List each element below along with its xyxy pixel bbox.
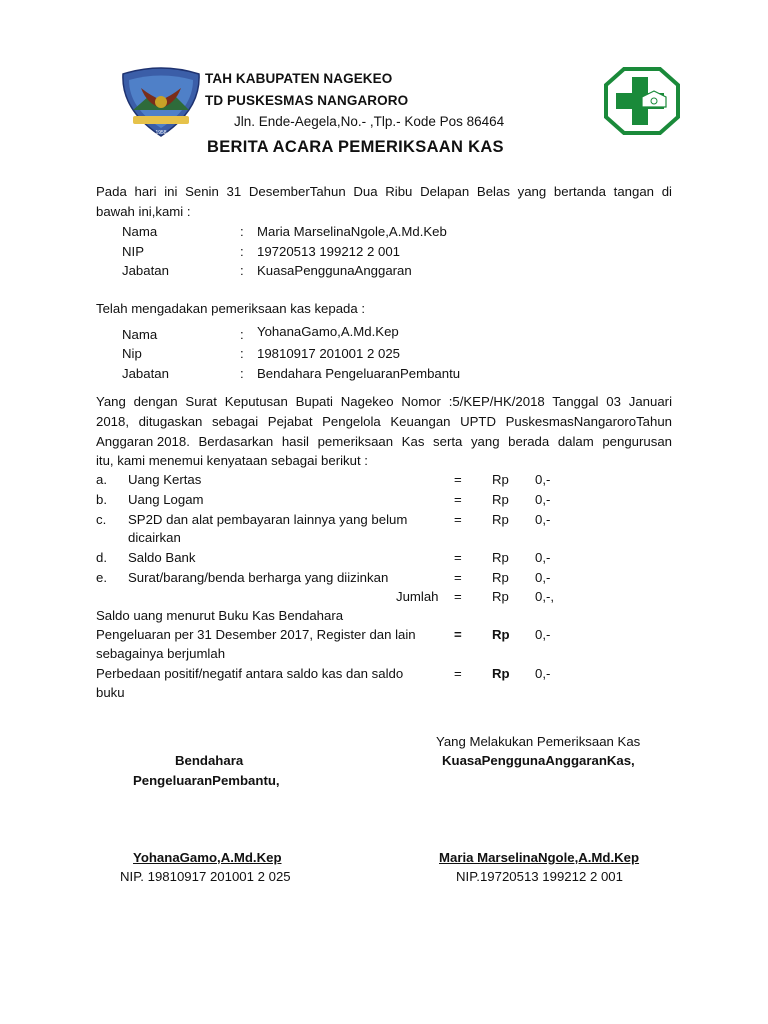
- total-currency: Rp: [492, 589, 509, 604]
- item-e-label: Surat/barang/benda berharga yang diizinkan: [128, 570, 389, 585]
- item-d-value: 0,-: [535, 550, 551, 565]
- item-e-letter: e.: [96, 570, 107, 585]
- item-e-currency: Rp: [492, 570, 509, 585]
- item-a-label: Uang Kertas: [128, 472, 202, 487]
- decree-line-2: 2018, ditugaskan sebagai Pejabat Pengelola Keuangan UPTD PuskesmasNangaroroTahun: [96, 414, 672, 429]
- item-d-equals: =: [454, 550, 462, 565]
- intro-line-1: Pada hari ini Senin 31 DesemberTahun Dua Ribu Delapan Belas yang bertanda tangan di: [96, 184, 672, 199]
- examined-nip-colon: :: [240, 346, 244, 361]
- total-value: 0,-,: [535, 589, 555, 604]
- examined-nama-value: YohanaGamo,A.Md.Kep: [257, 324, 399, 339]
- item-c-label-cont: dicairkan: [128, 530, 181, 545]
- header-address: Jln. Ende-Aegela,No.- ,Tlp.- Kode Pos 86464: [234, 114, 505, 129]
- saldo-value: 0,-: [535, 627, 551, 642]
- regency-emblem-logo: [119, 66, 203, 138]
- examiner-nama-value: Maria MarselinaNgole,A.Md.Keb: [257, 224, 447, 239]
- item-b-label: Uang Logam: [128, 492, 204, 507]
- examined-jabatan-label: Jabatan: [122, 366, 169, 381]
- examiner-nama-label: Nama: [122, 224, 158, 239]
- document-title: BERITA ACARA PEMERIKSAAN KAS: [207, 138, 504, 156]
- examined-jabatan-colon: :: [240, 366, 244, 381]
- item-c-label: SP2D dan alat pembayaran lainnya yang belum: [128, 512, 408, 527]
- signer-left-nip: NIP. 19810917 201001 2 025: [120, 869, 291, 884]
- total-equals: =: [454, 589, 462, 604]
- decree-line-3: [96, 434, 672, 449]
- saldo-currency: Rp: [492, 627, 510, 642]
- item-b-equals: =: [454, 492, 462, 507]
- emblem-ribbon: [133, 116, 189, 124]
- item-b-letter: b.: [96, 492, 107, 507]
- examiner-jabatan-label: Jabatan: [122, 263, 169, 278]
- item-d-label: Saldo Bank: [128, 550, 196, 565]
- examined-nama-label: Nama: [122, 327, 158, 342]
- examiner-nip-value: 19720513 199212 2 001: [257, 244, 401, 259]
- examined-nama-colon: :: [240, 327, 244, 342]
- examined-intro: Telah mengadakan pemeriksaan kas kepada :: [96, 301, 366, 316]
- puskesmas-cross-logo-icon: [604, 67, 680, 135]
- examiner-jabatan-value: KuasaPenggunaAnggaran: [257, 263, 412, 278]
- difference-equals: =: [454, 666, 462, 681]
- signer-left-role-2: PengeluaranPembantu,: [133, 773, 280, 788]
- saldo-line-3: sebagainya berjumlah: [96, 646, 226, 661]
- header-puskesmas-line: TD PUSKESMAS NANGARORO: [205, 93, 409, 108]
- item-e-equals: =: [454, 570, 462, 585]
- examined-jabatan-value: Bendahara PengeluaranPembantu: [257, 366, 461, 381]
- signer-right-role: KuasaPenggunaAnggaranKas,: [442, 753, 635, 768]
- saldo-equals: =: [454, 627, 462, 642]
- saldo-line-1: Saldo uang menurut Buku Kas Bendahara: [96, 608, 344, 623]
- saldo-line-2: Pengeluaran per 31 Desember 2017, Register dan lain: [96, 627, 416, 642]
- decree-line-3-year: Anggaran 2018: [96, 434, 187, 449]
- emblem-year: 1958: [155, 130, 167, 136]
- intro-line-2: bawah ini,kami :: [96, 204, 191, 219]
- signer-left-role-1: Bendahara: [175, 753, 244, 768]
- item-c-equals: =: [454, 512, 462, 527]
- signer-left-name: YohanaGamo,A.Md.Kep: [133, 850, 282, 865]
- header-regency-line: TAH KABUPATEN NAGEKEO: [205, 71, 393, 86]
- examiner-jabatan-colon: :: [240, 263, 244, 278]
- item-d-currency: Rp: [492, 550, 509, 565]
- examiner-nip-colon: :: [240, 244, 244, 259]
- difference-value: 0,-: [535, 666, 551, 681]
- item-a-currency: Rp: [492, 472, 509, 487]
- signer-right-nip: NIP.19720513 199212 2 001: [456, 869, 623, 884]
- examined-nip-label: Nip: [122, 346, 142, 361]
- signer-right-caption: Yang Melakukan Pemeriksaan Kas: [436, 734, 641, 749]
- decree-line-1: Yang dengan Surat Keputusan Bupati Nagekeo Nomor :5/KEP/HK/2018 Tanggal 03 Januari: [96, 394, 672, 409]
- decree-line-4: itu, kami menemui kenyataan sebagai berikut :: [96, 453, 368, 468]
- item-b-value: 0,-: [535, 492, 551, 507]
- difference-currency: Rp: [492, 666, 510, 681]
- examiner-nama-colon: :: [240, 224, 244, 239]
- item-c-value: 0,-: [535, 512, 551, 527]
- decree-line-3-rest: . Berdasarkan hasil pemeriksaan Kas serta yang berada dalam pengurusan: [186, 434, 672, 449]
- item-c-letter: c.: [96, 512, 107, 527]
- examiner-nip-label: NIP: [122, 244, 144, 259]
- item-e-value: 0,-: [535, 570, 551, 585]
- item-b-currency: Rp: [492, 492, 509, 507]
- item-a-letter: a.: [96, 472, 107, 487]
- item-c-currency: Rp: [492, 512, 509, 527]
- signer-right-name: Maria MarselinaNgole,A.Md.Kep: [439, 850, 640, 865]
- difference-line-2: buku: [96, 685, 125, 700]
- item-a-equals: =: [454, 472, 462, 487]
- total-label: Jumlah: [396, 589, 439, 604]
- difference-line-1: Perbedaan positif/negatif antara saldo kas dan saldo: [96, 666, 404, 681]
- item-d-letter: d.: [96, 550, 107, 565]
- item-a-value: 0,-: [535, 472, 551, 487]
- examined-nip-value: 19810917 201001 2 025: [257, 346, 401, 361]
- emblem-head: [155, 96, 167, 108]
